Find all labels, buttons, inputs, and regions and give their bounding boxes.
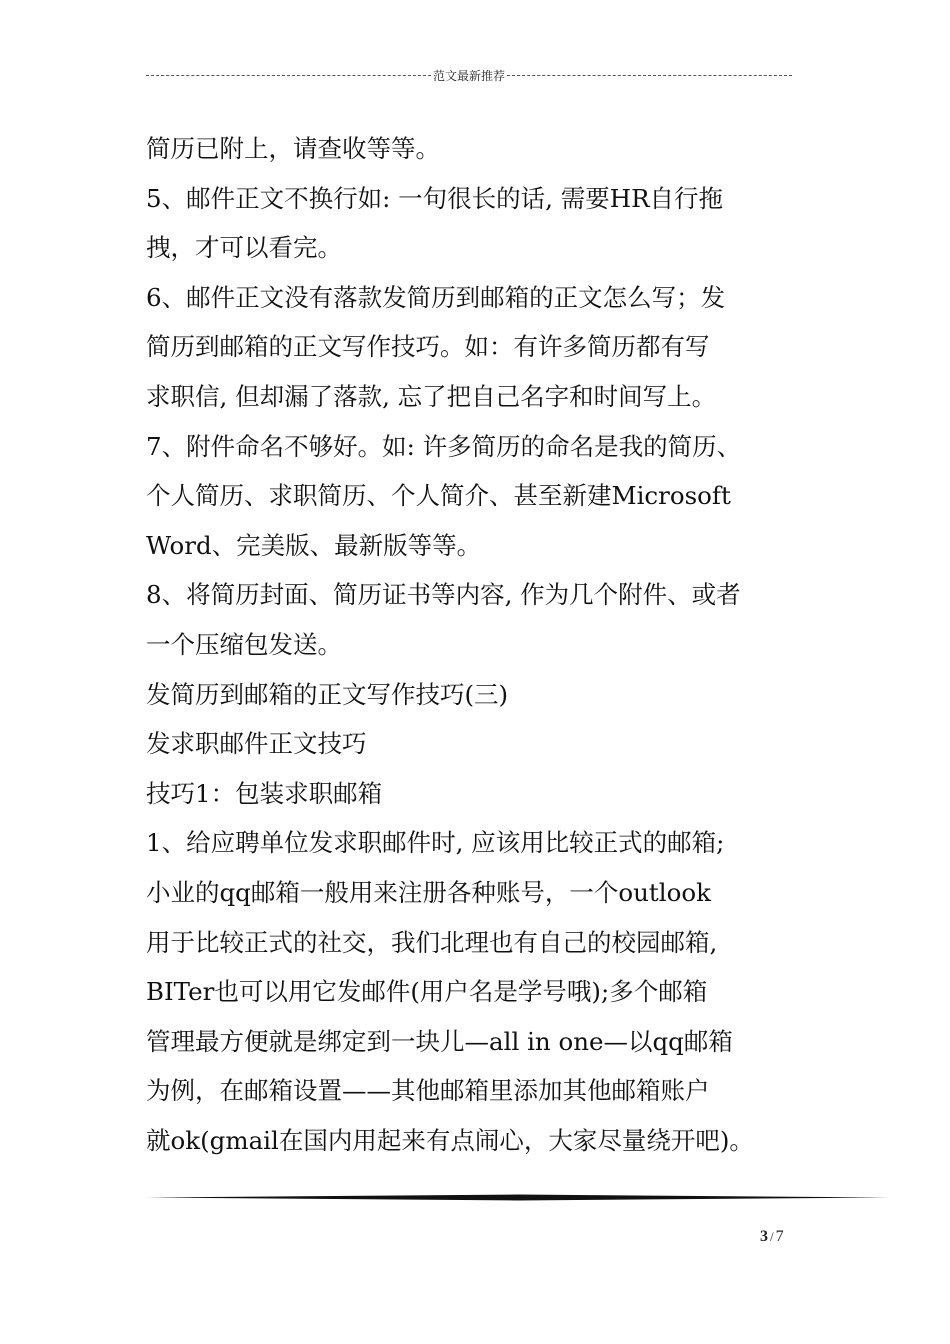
text-line: 管理最方便就是绑定到一块儿—all in one—以qq邮箱 xyxy=(146,1026,733,1056)
text-line: 发简历到邮箱的正文写作技巧(三) xyxy=(146,679,509,709)
text-line: 发求职邮件正文技巧 xyxy=(146,729,367,759)
text-line: 小业的qq邮箱一般用来注册各种账号，一个outlook xyxy=(146,877,711,907)
text-line: 简历已附上，请查收等等。 xyxy=(146,134,440,163)
text-line: 7、附件命名不够好。如: 许多简历的命名是我的简历、 xyxy=(146,431,742,461)
header-dash-left xyxy=(146,75,431,76)
page-header xyxy=(146,66,792,84)
text-line: 技巧1：包装求职邮箱 xyxy=(146,778,383,808)
text-line: 就ok(gmail在国内用起来有点闹心，大家尽量绕开吧)。 xyxy=(146,1125,754,1155)
header-title: 范文最新推荐 xyxy=(433,68,506,83)
page-current: 3 xyxy=(760,1228,768,1245)
text-line: BITer也可以用它发邮件(用户名是学号哦);多个邮箱 xyxy=(146,977,708,1007)
text-line: 6、邮件正文没有落款发简历到邮箱的正文怎么写；发 xyxy=(146,282,726,312)
text-line: 用于比较正式的社交，我们北理也有自己的校园邮箱, xyxy=(146,927,718,957)
text-line: 8、将简历封面、简历证书等内容, 作为几个附件、或者 xyxy=(146,580,741,610)
text-line: 一个压缩包发送。 xyxy=(146,629,342,659)
document-body xyxy=(146,124,816,1165)
text-line: 为例，在邮箱设置——其他邮箱里添加其他邮箱账户 xyxy=(146,1076,710,1106)
text-line: Word、完美版、最新版等等。 xyxy=(146,530,482,560)
text-line: 求职信, 但却漏了落款, 忘了把自己名字和时间写上。 xyxy=(146,381,717,411)
text-line: 个人简历、求职简历、个人简介、甚至新建Microsoft xyxy=(146,481,731,511)
header-dash-right xyxy=(507,75,792,76)
text-line: 1、给应聘单位发求职邮件时, 应该用比较正式的邮箱; xyxy=(146,828,725,858)
footer-divider xyxy=(146,1194,890,1201)
text-line: 简历到邮箱的正文写作技巧。如：有许多简历都有写 xyxy=(146,332,710,362)
page-total: 7 xyxy=(775,1228,784,1245)
text-line: 5、邮件正文不换行如: 一句很长的话, 需要HR自行拖 xyxy=(146,183,724,213)
text-line: 拽，才可以看完。 xyxy=(146,233,342,263)
page-number xyxy=(760,1228,784,1246)
page-separator: / xyxy=(770,1229,774,1244)
